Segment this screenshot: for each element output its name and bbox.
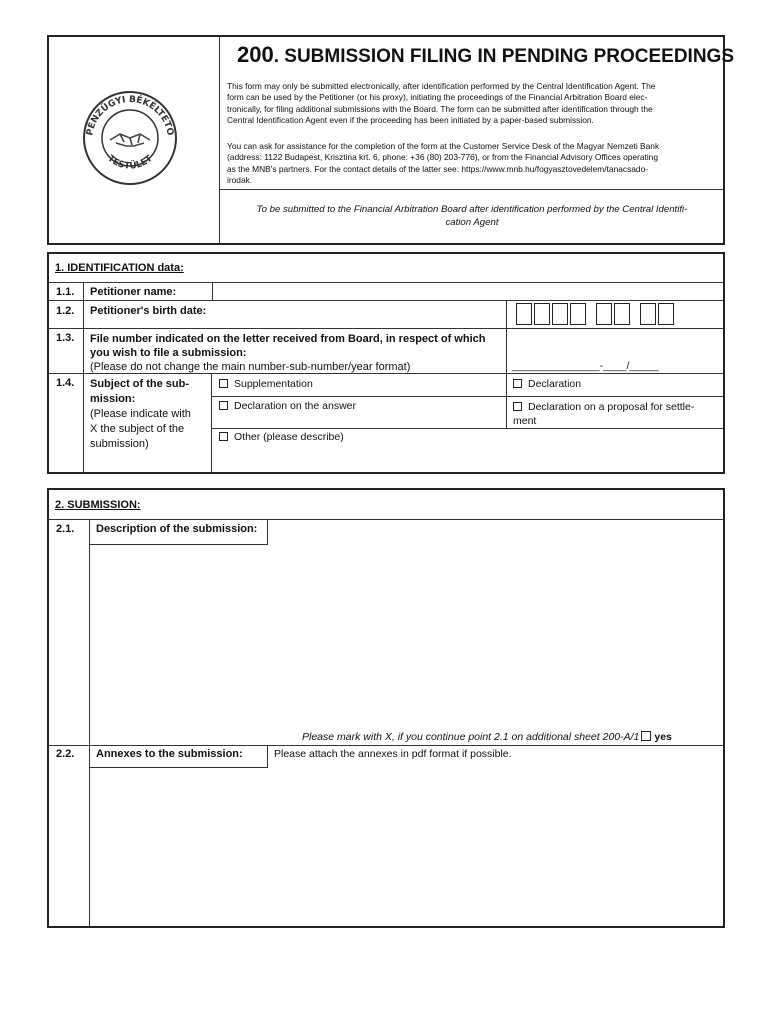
form-number: 200 xyxy=(237,42,274,67)
intro-paragraph-2: You can ask for assistance for the completion of the form at the Customer Service Desk of the Magyar Nemzeti Bank (address: 1122 Budapest, Krisztina krt. 6, phone: +36 (80) 203-776), or from the Financial Advisory Offices operating as the MNB's partners. For the contact details of the latter see: https://www.mnb.hu/fogyasztovedelem/tanacsado- irodak. xyxy=(227,141,660,186)
section2-title: 2. SUBMISSION: xyxy=(55,499,141,511)
option-supplementation[interactable]: Supplementation xyxy=(219,378,313,390)
subject-label: Subject of the sub- mission: (Please indicate with X the subject of the submission) xyxy=(90,378,191,450)
birth-year-digit-1[interactable] xyxy=(516,303,532,325)
option-declaration[interactable]: Declaration xyxy=(513,378,581,390)
intro-paragraph-1: This form may only be submitted electronically, after identification performed by the Central Identification Agent. The form can be used by the Petitioner (or his proxy), initiating the proceedings of the Financial Arbitration Board elec- tronically, for filing additional submissions with the Board. The form can be submitted after identification through the Central Identification Agent even if the proceeding has been initiated by a paper-based submission. xyxy=(227,81,656,126)
svg-text:PÉNZÜGYI BÉKÉLTETŐ xyxy=(85,94,176,137)
birth-month-digit-2[interactable] xyxy=(614,303,630,325)
petitioner-name-field[interactable] xyxy=(212,283,724,300)
checkbox-icon[interactable] xyxy=(219,432,228,441)
birth-date-label: Petitioner's birth date: xyxy=(90,305,207,317)
annexes-label: Annexes to the submission: xyxy=(90,746,268,768)
option-declaration-on-answer[interactable]: Declaration on the answer xyxy=(219,400,356,412)
svg-text:TESTÜLET xyxy=(105,153,155,171)
description-textarea[interactable] xyxy=(269,520,723,728)
row-2-2-number: 2.2. xyxy=(56,748,75,760)
option-declaration-on-proposal[interactable]: Declaration on a proposal for settle- ment xyxy=(513,401,695,427)
header-divider xyxy=(219,36,220,244)
birth-day-digit-2[interactable] xyxy=(658,303,674,325)
board-seal-logo xyxy=(80,88,180,188)
birth-month-digit-1[interactable] xyxy=(596,303,612,325)
row-1-2-number: 1.2. xyxy=(56,305,75,317)
option-other[interactable]: Other (please describe) xyxy=(219,431,344,443)
annexes-hint: Please attach the annexes in pdf format if possible. xyxy=(274,748,512,760)
birth-year-digit-3[interactable] xyxy=(552,303,568,325)
continue-note: Please mark with X, if you continue point 2.1 on additional sheet 200-A/1 yes xyxy=(302,731,672,743)
birth-year-digit-2[interactable] xyxy=(534,303,550,325)
birth-year-digit-4[interactable] xyxy=(570,303,586,325)
checkbox-icon[interactable] xyxy=(219,401,228,410)
file-number-label: File number indicated on the letter received from Board, in respect of which you wish to file a submission: (Please do not change the main number-sub-number/year format) xyxy=(90,333,486,373)
petitioner-name-label: Petitioner name: xyxy=(90,286,177,298)
handshake-icon xyxy=(110,134,150,146)
annexes-area[interactable] xyxy=(90,770,723,926)
seal-bottom-text: TESTÜLET xyxy=(105,153,155,172)
checkbox-icon[interactable] xyxy=(219,379,228,388)
row-1-3-number: 1.3. xyxy=(56,332,75,344)
row-1-1-number: 1.1. xyxy=(56,286,75,298)
row-1-4-number: 1.4. xyxy=(56,377,75,389)
seal-top-text: PÉNZÜGYI BÉKÉLTETŐ xyxy=(85,94,175,137)
row-2-1-number: 2.1. xyxy=(56,523,75,535)
header-inner-rule xyxy=(220,189,724,190)
description-label: Description of the submission: xyxy=(90,520,268,545)
form-title: SUBMISSION FILING IN PENDING PROCEEDINGS xyxy=(284,46,734,67)
checkbox-icon[interactable] xyxy=(513,402,522,411)
submission-note: To be submitted to the Financial Arbitration Board after identification performed by the Central Identifi- cation Agent xyxy=(256,204,688,228)
section1-title: 1. IDENTIFICATION data: xyxy=(55,262,184,274)
file-number-field[interactable]: _______________-____/_____ xyxy=(512,360,659,372)
birth-day-digit-1[interactable] xyxy=(640,303,656,325)
continue-checkbox[interactable] xyxy=(641,731,651,741)
checkbox-icon[interactable] xyxy=(513,379,522,388)
birth-date-field[interactable] xyxy=(516,303,676,327)
